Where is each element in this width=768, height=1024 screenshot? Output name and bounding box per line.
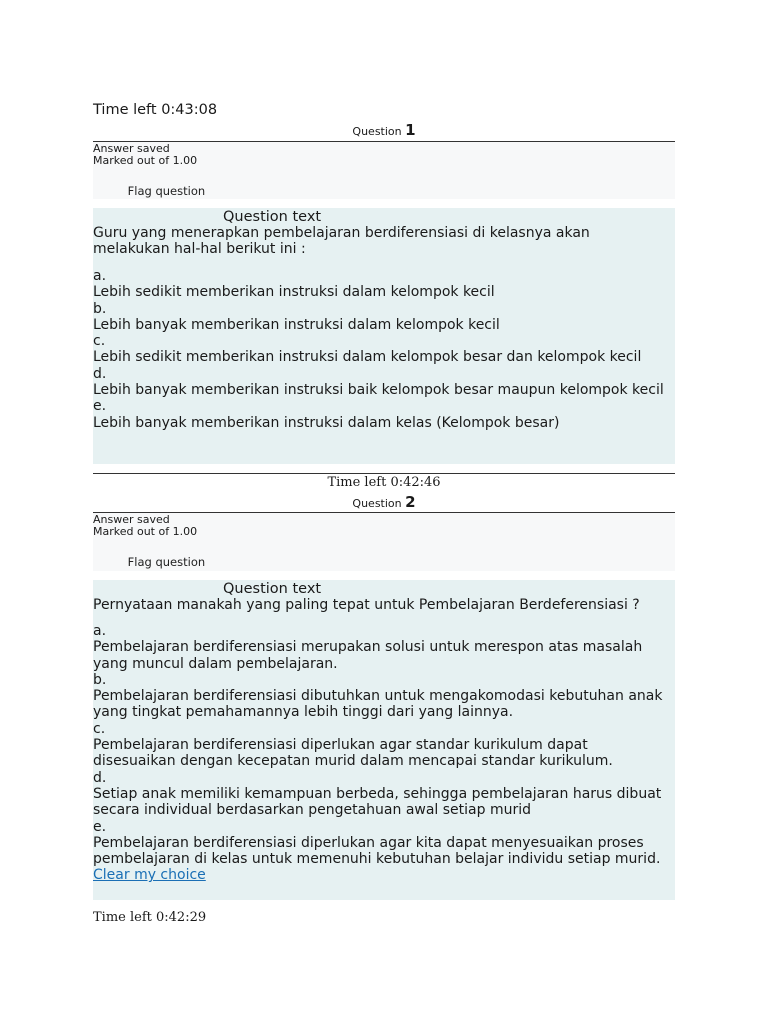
question-2-header <box>93 493 675 511</box>
answer-state: Answer saved <box>93 142 170 155</box>
flag-question-button[interactable] <box>124 556 205 569</box>
option-d[interactable] <box>93 770 668 819</box>
question-number: 1 <box>405 121 416 139</box>
option-text: Lebih sedikit memberikan instruksi dalam kelompok besar dan kelompok kecil <box>93 349 642 366</box>
divider <box>93 473 675 474</box>
option-c[interactable] <box>93 333 668 366</box>
question-number: 2 <box>405 493 416 511</box>
answer-options <box>93 268 668 431</box>
answer-state: Answer saved <box>93 513 170 526</box>
option-b[interactable] <box>93 672 668 721</box>
question-prompt: Pernyataan manakah yang paling tepat untuk Pembelajaran Berdeferensiasi ? <box>93 597 640 613</box>
question-1-content <box>93 208 675 464</box>
option-d[interactable] <box>93 366 668 399</box>
option-text: Pembelajaran berdiferensiasi diperlukan agar standar kurikulum dapat disesuaikan dengan kecepatan murid dalam mencapai standar kurikulum. <box>93 737 613 770</box>
flag-question-button[interactable] <box>124 185 205 198</box>
option-e[interactable] <box>93 819 668 868</box>
flag-question-label: Flag question <box>127 555 206 569</box>
time-left-2: Time left 0:42:46 <box>327 475 441 490</box>
option-letter: a. <box>93 268 107 284</box>
option-c[interactable] <box>93 721 668 770</box>
option-a[interactable] <box>93 268 668 301</box>
flag-question-label: Flag question <box>127 184 206 198</box>
question-prompt: Guru yang menerapkan pembelajaran berdiferensiasi di kelasnya akan melakukan hal-hal berikut ini : <box>93 225 590 258</box>
option-letter: a. <box>93 623 107 639</box>
question-2-content <box>93 580 675 900</box>
time-left-1: Time left 0:43:08 <box>93 102 218 118</box>
option-letter: b. <box>93 671 107 688</box>
question-text-heading: Question text <box>223 581 322 597</box>
option-letter: d. <box>93 365 107 382</box>
question-1-info <box>93 142 675 199</box>
question-label: Question <box>352 497 402 510</box>
time-left-3: Time left 0:42:29 <box>93 910 207 925</box>
option-letter: c. <box>93 720 106 737</box>
option-letter: e. <box>93 398 107 415</box>
option-text: Lebih banyak memberikan instruksi baik kelompok besar maupun kelompok kecil <box>93 382 664 399</box>
grade-info: Marked out of 1.00 <box>93 154 198 167</box>
question-2-info <box>93 513 675 571</box>
option-text: Pembelajaran berdiferensiasi merupakan solusi untuk merespon atas masalah yang muncul dalam pembelajaran. <box>93 639 643 672</box>
option-a[interactable] <box>93 623 668 672</box>
question-text-heading: Question text <box>223 209 322 225</box>
option-b[interactable] <box>93 301 668 334</box>
grade-info: Marked out of 1.00 <box>93 525 198 538</box>
question-1-header <box>93 121 675 139</box>
option-letter: d. <box>93 769 107 786</box>
option-letter: e. <box>93 818 107 835</box>
answer-options <box>93 623 668 884</box>
option-letter: c. <box>93 333 106 350</box>
option-e[interactable] <box>93 398 668 431</box>
option-letter: b. <box>93 300 107 317</box>
option-text: Pembelajaran berdiferensiasi dibutuhkan untuk mengakomodasi kebutuhan anak yang tingkat pemahamannya lebih tinggi dari yang lainnya. <box>93 688 663 721</box>
option-text: Lebih banyak memberikan instruksi dalam kelompok kecil <box>93 316 500 333</box>
clear-my-choice-link[interactable]: Clear my choice <box>93 867 206 884</box>
option-text: Setiap anak memiliki kemampuan berbeda, sehingga pembelajaran harus dibuat secara individual berdasarkan pengetahuan awal setiap murid <box>93 785 662 819</box>
option-text: Pembelajaran berdiferensiasi diperlukan agar kita dapat menyesuaikan proses pembelajaran di kelas untuk memenuhi kebutuhan belajar individu setiap murid. <box>93 834 661 868</box>
option-text: Lebih banyak memberikan instruksi dalam kelas (Kelompok besar) <box>93 414 560 431</box>
option-text: Lebih sedikit memberikan instruksi dalam kelompok kecil <box>93 284 495 301</box>
question-label: Question <box>352 125 402 138</box>
